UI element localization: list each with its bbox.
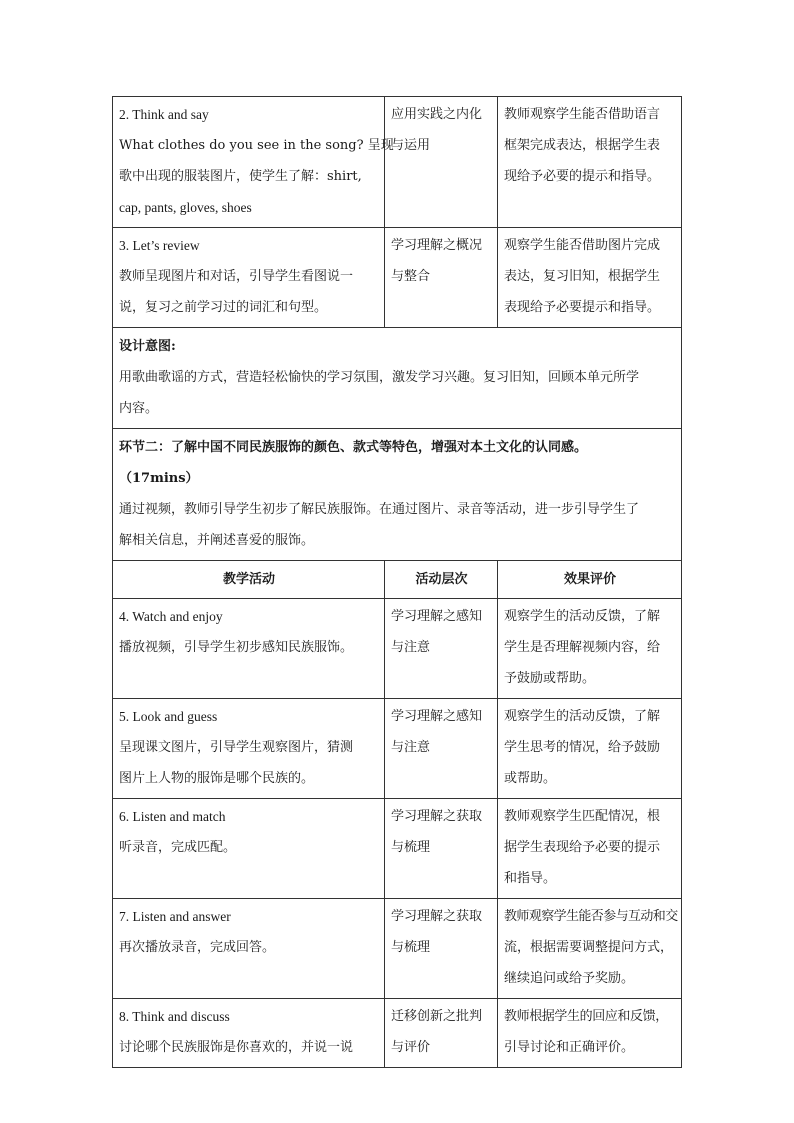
activity-text: 听录音，完成匹配。 — [119, 840, 237, 855]
level-cell — [385, 799, 498, 899]
level-text: 应用实践之内化 — [391, 107, 483, 122]
level-text: 学习理解之感知 — [391, 709, 483, 724]
stage-row — [113, 429, 682, 561]
level-text: 学习理解之感知 — [391, 609, 483, 624]
evaluation-text: 学生是否理解视频内容，给 — [504, 640, 661, 655]
stage-description: 解相关信息，并阐述喜爱的服饰。 — [119, 533, 315, 548]
activity-title: 8. Think and discuss — [119, 1009, 230, 1024]
level-text: 与运用 — [391, 138, 431, 153]
evaluation-text: 教师观察学生能否参与互动和交 — [504, 909, 678, 924]
evaluation-text: 据学生表现给予必要的提示 — [504, 840, 661, 855]
stage-heading: 环节二：了解中国不同民族服饰的颜色、款式等特色，增强对本土文化的认同感。 — [119, 440, 588, 455]
design-intent-cell — [113, 328, 682, 429]
evaluation-text: 继续追问或给予奖励。 — [504, 971, 635, 986]
design-intent-row — [113, 328, 682, 429]
activity-cell — [113, 799, 385, 899]
activity-text: 说，复习之前学习过的词汇和句型。 — [119, 300, 328, 315]
evaluation-text: 教师根据学生的回应和反馈， — [504, 1009, 668, 1024]
evaluation-text: 学生思考的情况，给予鼓励 — [504, 740, 661, 755]
evaluation-text: 或帮助。 — [504, 771, 557, 786]
evaluation-text: 表现给予必要提示和指导。 — [504, 300, 661, 315]
lesson-plan-table — [112, 96, 682, 1068]
column-header: 活动层次 — [385, 561, 498, 599]
level-text: 学习理解之获取 — [391, 909, 483, 924]
activity-cell — [113, 599, 385, 699]
table-row — [113, 97, 682, 228]
activity-text: 再次播放录音，完成回答。 — [119, 940, 276, 955]
table-row — [113, 699, 682, 799]
activity-text: 讨论哪个民族服饰是你喜欢的，并说一说 — [119, 1040, 354, 1055]
evaluation-cell — [498, 799, 682, 899]
activity-cell — [113, 228, 385, 328]
activity-cell — [113, 699, 385, 799]
table-row — [113, 599, 682, 699]
evaluation-text: 教师观察学生能否借助语言 — [504, 107, 661, 122]
evaluation-cell — [498, 699, 682, 799]
activity-text: cap, pants, gloves, shoes — [119, 200, 252, 215]
activity-title: 7. Listen and answer — [119, 909, 231, 924]
activity-title: 3. Let’s review — [119, 238, 200, 253]
activity-title: 2. Think and say — [119, 107, 209, 122]
design-intent-text: 用歌曲歌谣的方式，营造轻松愉快的学习氛围，激发学习兴趣。复习旧知，回顾本单元所学 — [119, 370, 640, 385]
activity-text: 歌中出现的服装图片，使学生了解：shirt, — [119, 169, 362, 184]
column-header: 教学活动 — [113, 561, 385, 599]
stage-time: （17mins） — [119, 471, 199, 486]
activity-text: 播放视频，引导学生初步感知民族服饰。 — [119, 640, 354, 655]
level-text: 与梳理 — [391, 940, 431, 955]
activity-cell — [113, 899, 385, 999]
activity-cell — [113, 97, 394, 228]
evaluation-cell — [498, 599, 682, 699]
level-cell — [385, 228, 498, 328]
evaluation-text: 观察学生能否借助图片完成 — [504, 238, 661, 253]
activity-title: 4. Watch and enjoy — [119, 609, 223, 624]
level-text: 与梳理 — [391, 840, 431, 855]
table-header-row — [113, 561, 682, 599]
table-row — [113, 799, 682, 899]
evaluation-text: 现给予必要的提示和指导。 — [504, 169, 661, 184]
evaluation-text: 观察学生的活动反馈，了解 — [504, 709, 661, 724]
evaluation-cell — [498, 899, 682, 999]
evaluation-text: 予鼓励或帮助。 — [504, 671, 596, 686]
level-text: 与整合 — [391, 269, 431, 284]
activity-cell — [113, 999, 385, 1068]
activity-text: What clothes do you see in the song? 呈现 — [119, 138, 394, 153]
activity-text: 教师呈现图片和对话，引导学生看图说一 — [119, 269, 354, 284]
design-intent-text: 内容。 — [119, 401, 159, 416]
level-cell — [385, 899, 498, 999]
stage-cell — [113, 429, 682, 561]
level-text: 与评价 — [391, 1040, 431, 1055]
activity-text: 呈现课文图片，引导学生观察图片，猜测 — [119, 740, 354, 755]
column-header: 效果评价 — [498, 561, 682, 599]
activity-title: 6. Listen and match — [119, 809, 226, 824]
level-text: 学习理解之获取 — [391, 809, 483, 824]
activity-title: 5. Look and guess — [119, 709, 218, 724]
level-text: 迁移创新之批判 — [391, 1009, 483, 1024]
level-cell — [385, 97, 498, 228]
evaluation-text: 引导讨论和正确评价。 — [504, 1040, 635, 1055]
stage-description: 通过视频，教师引导学生初步了解民族服饰。在通过图片、录音等活动，进一步引导学生了 — [119, 502, 640, 517]
level-text: 与注意 — [391, 640, 431, 655]
table-row — [113, 899, 682, 999]
table-row — [113, 228, 682, 328]
level-cell — [385, 999, 498, 1068]
level-text: 与注意 — [391, 740, 431, 755]
evaluation-cell — [498, 228, 682, 328]
activity-text: 图片上人物的服饰是哪个民族的。 — [119, 771, 315, 786]
evaluation-text: 和指导。 — [504, 871, 557, 886]
table-row — [113, 999, 682, 1068]
evaluation-text: 表达，复习旧知，根据学生 — [504, 269, 661, 284]
level-cell — [385, 699, 498, 799]
evaluation-text: 观察学生的活动反馈，了解 — [504, 609, 661, 624]
level-cell — [385, 599, 498, 699]
design-intent-label: 设计意图: — [119, 339, 176, 354]
level-text: 学习理解之概况 — [391, 238, 483, 253]
evaluation-cell — [498, 999, 682, 1068]
evaluation-text: 框架完成表达，根据学生表 — [504, 138, 661, 153]
evaluation-text: 教师观察学生匹配情况，根 — [504, 809, 661, 824]
evaluation-cell — [498, 97, 682, 228]
evaluation-text: 流，根据需要调整提问方式， — [504, 940, 674, 955]
